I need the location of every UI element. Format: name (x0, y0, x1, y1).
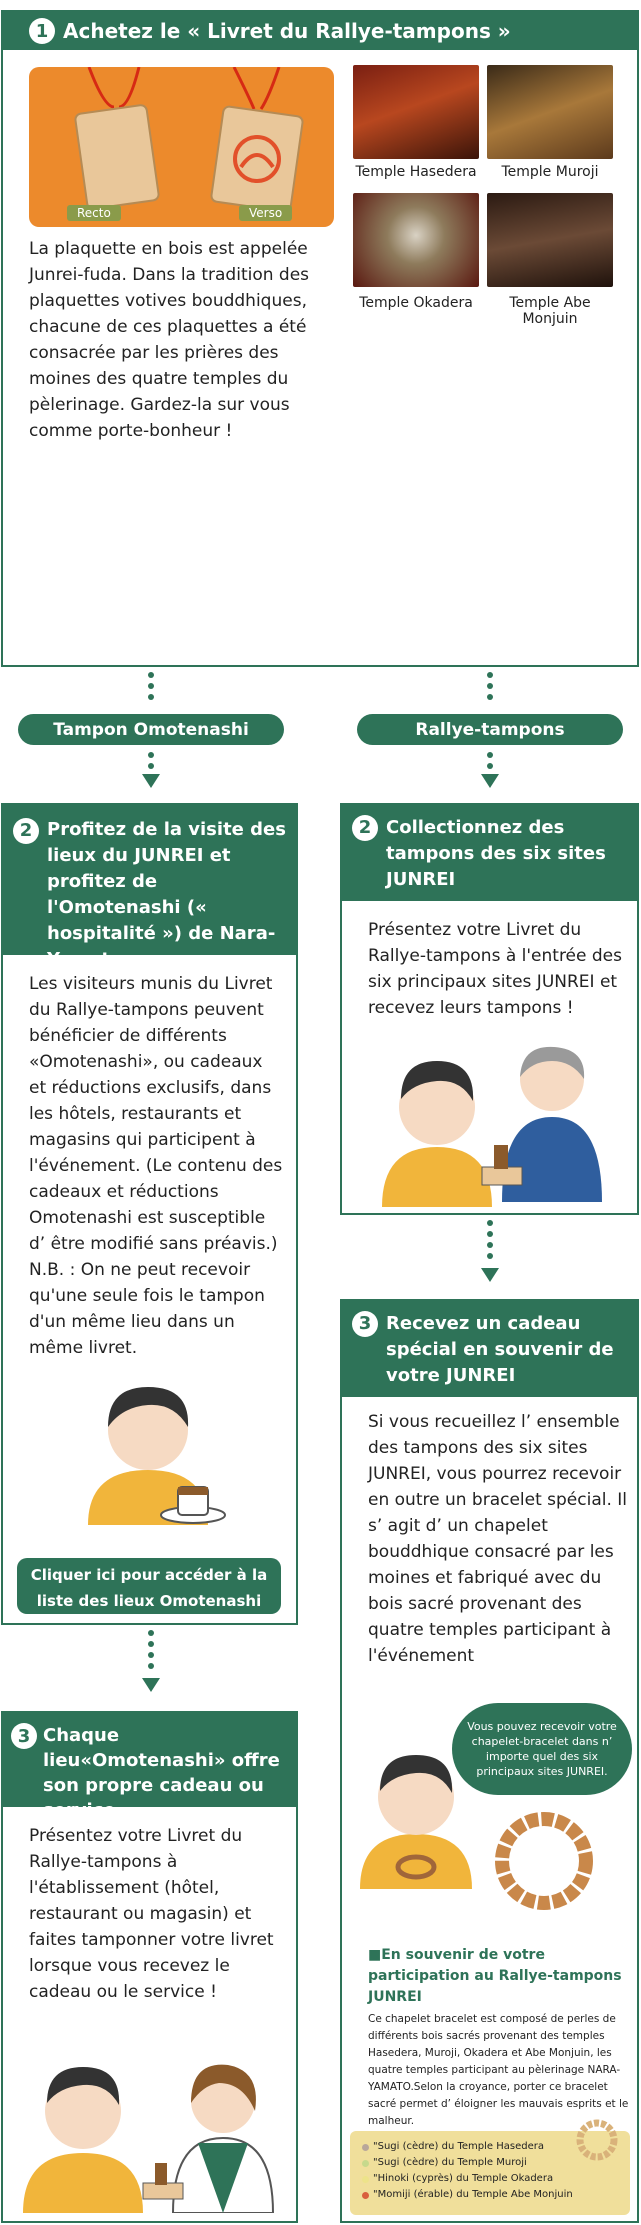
connector-right-2-3 (487, 1220, 493, 1264)
verso-label: Verso (239, 205, 292, 221)
stamping-illustration (23, 2043, 283, 2213)
right-step-3-number: 3 (352, 1311, 378, 1337)
section-1-header (3, 12, 637, 50)
legend-dot-okadera (362, 2176, 369, 2183)
left-step-3-header (3, 1713, 296, 1821)
left-step-3-number: 3 (11, 1723, 37, 1749)
souvenir-title: ■En souvenir de votre participation au Rallye-tampons JUNREI (368, 1947, 622, 2005)
temple-hasedera-photo (353, 65, 479, 159)
left-step-2-title: Profitez de la visite des lieux du JUNREI et profitez de l'Omotenashi (« hospitalité ») de Nara-Yamato (47, 819, 286, 970)
person-with-bracelet-illustration (354, 1739, 484, 1889)
temple-okadera-caption: Temple Okadera (359, 295, 473, 311)
section-1-title: Achetez le « Livret du Rallye-tampons » (63, 19, 511, 43)
left-step-2-text: Les visiteurs munis du Livret du Rallye-tampons peuvent bénéficier de différents «Omotenashi», ou cadeaux et réductions exclusifs, dans les hôtels, restaurants et magasins qui participent à l'événement. (Le contenu des cadeaux et réductions Omotenashi est susceptible d’ être modifié sans préavis.) N.B. : On ne peut recevoir qu'une seule fois le tampon d'un même lieu dans un même livret. (29, 974, 283, 1358)
connector-left-bottom (148, 752, 154, 774)
arrow-left-2 (142, 1678, 160, 1692)
temple-hasedera-caption: Temple Hasedera (355, 164, 477, 180)
right-step-3-title: Recevez un cadeau spécial en souvenir de votre JUNREI (386, 1313, 614, 1386)
legend-dot-muroji (362, 2160, 369, 2167)
legend-label-abe-monjuin: "Momiji (érable) du Temple Abe Monjuin (373, 2189, 573, 2200)
legend-label-okadera: "Hinoki (cyprès) du Temple Okadera (373, 2173, 554, 2184)
temple-abe-monjuin-caption: Temple Abe Monjuin (509, 295, 591, 327)
connector-left-top (148, 672, 154, 705)
left-step-3-text: Présentez votre Livret du Rallye-tampons à l'établissement (hôtel, restaurant ou magasin) et faites tamponner votre livret lorsque vous recevez le cadeau ou le service ! (29, 1826, 274, 2002)
right-step-2-box (340, 803, 639, 1215)
plaque-description: La plaquette en bois est appelée Junrei-fuda. Dans la tradition des plaquettes votives bouddhiques, chacune de ces plaquettes a été consacrée par les prières des moines des quatre temples du pèlerinage. Gardez-la sur vous comme porte-bonheur ! (29, 239, 310, 441)
right-step-2-title: Collectionnez des tampons des six sites JUNREI (386, 817, 606, 890)
arrow-right-1 (481, 774, 499, 788)
temple-abe-monjuin-photo (487, 193, 613, 287)
plaque-photo (29, 67, 334, 227)
arrow-left-1 (142, 774, 160, 788)
left-step-2-box (1, 803, 298, 1625)
left-step-3-box (1, 1711, 298, 2223)
right-step-3-header (342, 1301, 637, 1397)
section-1-box (1, 10, 639, 667)
legend-dot-abe-monjuin (362, 2192, 369, 2199)
left-step-2-header (3, 805, 296, 970)
branch-left-label: Tampon Omotenashi (18, 714, 284, 745)
right-step-3-text: Si vous recueillez l’ ensemble des tampons des six sites JUNREI, vous pourrez recevoir en outre un bracelet spécial. Il s’ agit d’ un chapelet bouddhique consacré par les moines et fabriqué avec du bois sacré provenant des quatre temples participant à l'événement (368, 1412, 628, 1666)
legend-item (362, 2171, 630, 2187)
legend-label-hasedera: "Sugi (cèdre) du Temple Hasedera (373, 2141, 544, 2152)
bead-ring-icon (572, 2115, 622, 2165)
left-step-3-title: Chaque lieu«Omotenashi» offre son propre cadeau ou service (43, 1725, 280, 1821)
legend-label-muroji: "Sugi (cèdre) du Temple Muroji (373, 2157, 527, 2168)
temple-muroji-caption: Temple Muroji (501, 164, 599, 180)
stamp-collection-illustration (382, 1027, 622, 1207)
branch-right-label: Rallye-tampons (357, 714, 623, 745)
connector-right-bottom (487, 752, 493, 774)
person-drinking-tea-illustration (78, 1375, 228, 1535)
left-step-2-number: 2 (13, 818, 39, 844)
speech-bubble-text: Vous pouvez recevoir votre chapelet-bracelet dans n’ importe quel des six principaux sites JUNREI. (467, 1720, 617, 1778)
arrow-right-2 (481, 1268, 499, 1282)
connector-right-top (487, 672, 493, 705)
right-step-2-number: 2 (352, 815, 378, 841)
right-step-2-header (342, 805, 637, 901)
legend-dot-hasedera (362, 2144, 369, 2151)
right-step-2-text: Présentez votre Livret du Rallye-tampons à l'entrée des six principaux sites JUNREI et recevez leurs tampons ! (368, 920, 622, 1018)
recto-label: Recto (67, 205, 121, 221)
omotenashi-list-button[interactable]: Cliquer ici pour accéder à la liste des lieux Omotenashi (17, 1558, 281, 1614)
temple-muroji-photo (487, 65, 613, 159)
bracelet-image (484, 1801, 604, 1921)
right-step-3-box (340, 1299, 639, 2223)
connector-left-2-3 (148, 1630, 154, 1674)
legend-item (362, 2187, 630, 2203)
souvenir-text: Ce chapelet bracelet est composé de perles de différents bois sacrés provenant des temples Hasedera, Muroji, Okadera et Abe Monjuin, les quatre temples participant au pèlerinage NARA-YAMATO.Selon la croyance, porter ce bracelet sacré permet d’ éloigner les mauvais esprits et le malheur. (368, 2013, 629, 2127)
temple-okadera-photo (353, 193, 479, 287)
section-1-number: 1 (29, 18, 55, 44)
wood-legend (350, 2131, 630, 2215)
wooden-plaque-image (29, 67, 334, 227)
